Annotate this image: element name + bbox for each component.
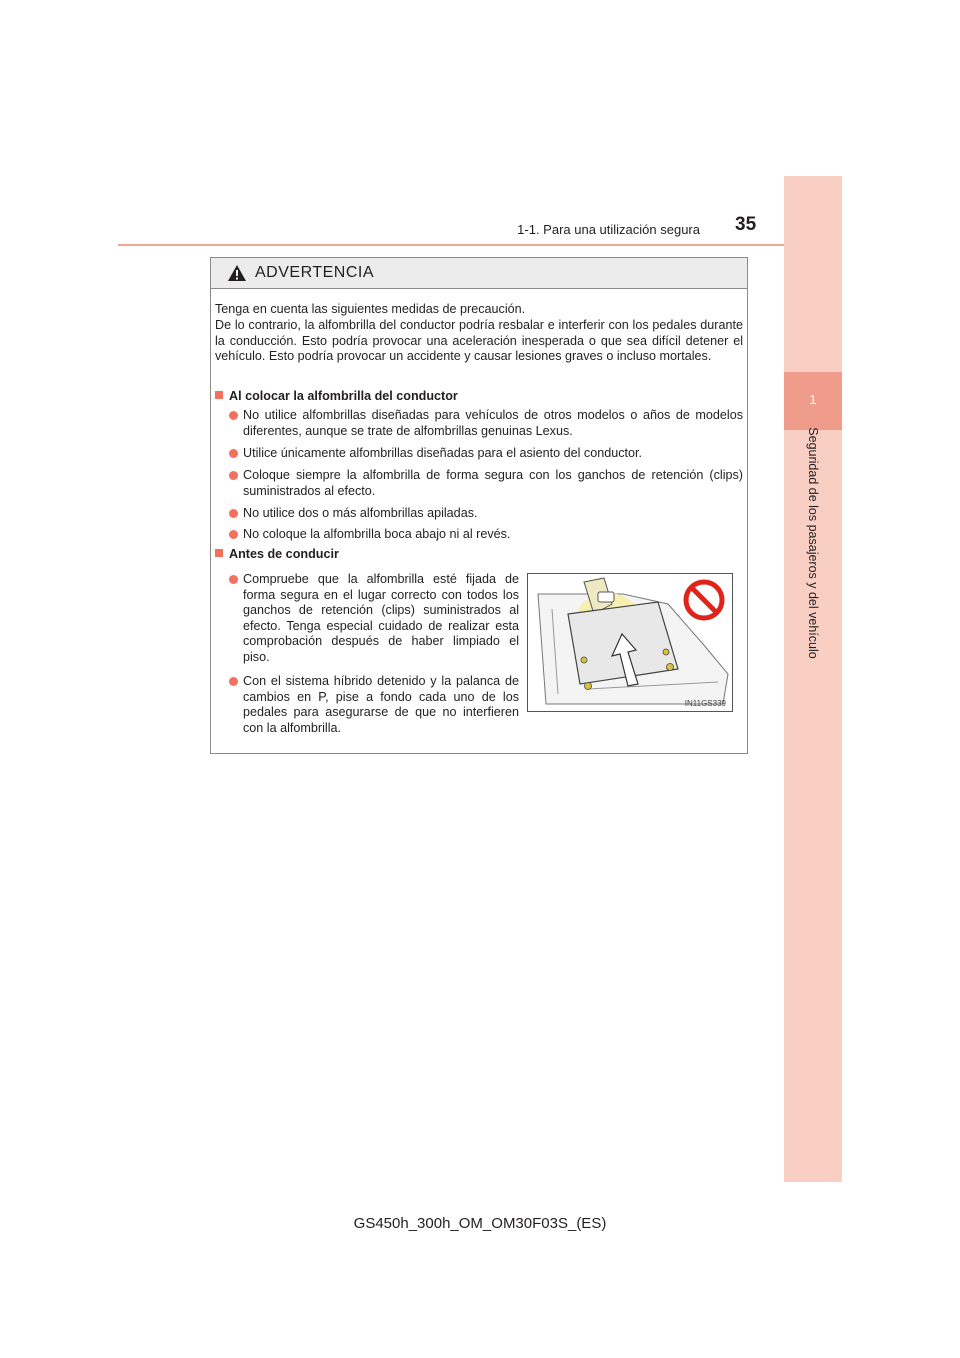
section-heading-before-driving: Antes de conducir <box>215 546 339 562</box>
warning-triangle-icon <box>227 264 247 282</box>
bullet-dot-icon <box>229 677 238 686</box>
page-number: 35 <box>735 214 757 235</box>
list-item: Utilice únicamente alfombrillas diseñadas para el asiento del conductor. <box>229 446 743 462</box>
warning-header <box>211 258 747 289</box>
bullet-dot-icon <box>229 509 238 518</box>
list-item: No utilice dos o más alfombrillas apiladas. <box>229 506 743 522</box>
chapter-title: Seguridad de los pasajeros y del vehículo <box>806 427 820 659</box>
list-item: Compruebe que la alfombrilla esté fijada de forma segura en el lugar correcto con todos los ganchos de retención (clips) suministrados al efecto. Tenga especial cuidado de realizar esta comprobación después de haber limpiado el piso. <box>229 572 519 666</box>
bullet-dot-icon <box>229 411 238 420</box>
square-bullet-icon <box>215 549 223 557</box>
floor-mat-drawing <box>528 574 732 711</box>
list-item: Coloque siempre la alfombrilla de forma segura con los ganchos de retención (clips) suministrados al efecto. <box>229 468 743 499</box>
warning-title: ADVERTENCIA <box>255 264 375 281</box>
header-rule <box>118 244 842 246</box>
section-heading-placing-mat: Al colocar la alfombrilla del conductor <box>215 388 458 404</box>
warning-intro-1: Tenga en cuenta las siguientes medidas de precaución. <box>215 302 526 316</box>
floor-mat-illustration <box>527 573 733 712</box>
list-item: No utilice alfombrillas diseñadas para vehículos de otros modelos o años de modelos diferentes, aunque se trate de alfombrillas genuinas Lexus. <box>229 408 743 439</box>
figure-code: IN11GS339 <box>684 699 726 708</box>
list-item: Con el sistema híbrido detenido y la palanca de cambios en P, pise a fondo cada uno de los pedales para asegurarse de que no interfieren con la alfombrilla. <box>229 674 519 736</box>
document-code: GS450h_300h_OM_OM30F03S_(ES) <box>353 1215 607 1232</box>
warning-box <box>210 257 748 754</box>
bullet-dot-icon <box>229 575 238 584</box>
bullet-dot-icon <box>229 530 238 539</box>
square-bullet-icon <box>215 391 223 399</box>
bullet-dot-icon <box>229 471 238 480</box>
bullet-dot-icon <box>229 449 238 458</box>
chapter-number: 1 <box>809 392 817 407</box>
chapter-side-band <box>784 176 842 1182</box>
warning-intro-2: De lo contrario, la alfombrilla del conductor podría resbalar e interferir con los pedales durante la conducción. Esto podría provocar una aceleración inesperada o que sea difícil detener el vehículo. Esto podría provocar un accidente y causar lesiones graves o incluso mortales. <box>215 318 743 364</box>
list-item: No coloque la alfombrilla boca abajo ni al revés. <box>229 527 743 543</box>
section-title: 1-1. Para una utilización segura <box>517 222 700 237</box>
